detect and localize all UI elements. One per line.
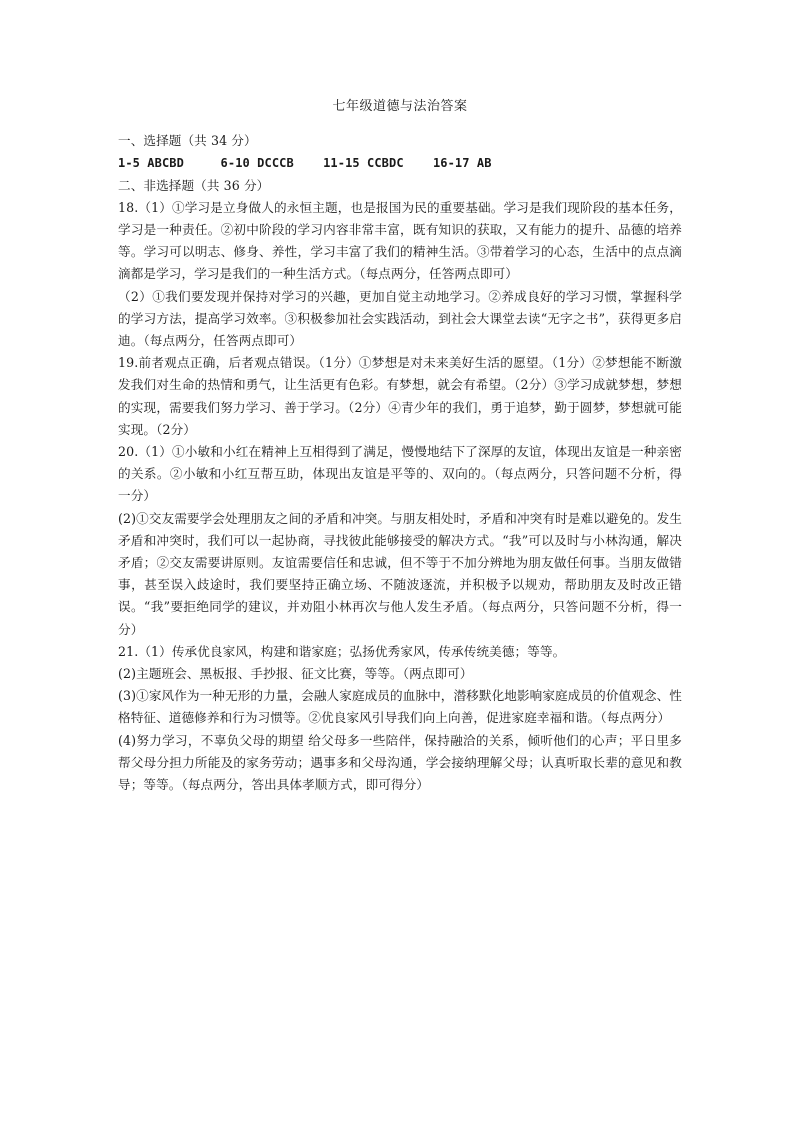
section-heading-multiple-choice: 一、选择题（共 34 分） <box>118 133 257 149</box>
answer-paragraph-21-2: (2)主题班会、黑板报、手抄报、征文比赛，等等。（两点即可） <box>118 666 473 682</box>
answer-paragraph-20-1: 20.（1）①小敏和小红在精神上互相得到了满足，慢慢地结下了深厚的友谊，体现出友谊是一种亲密的关系。②小敏和小红互帮互助，体现出友谊是平等的、双向的。（每点两分，只答问题不分析，得一分） <box>118 444 682 504</box>
answer-paragraph-18-2: （2）①我们要发现并保持对学习的兴趣，更加自觉主动地学习。②养成良好的学习习惯，掌握科学的学习方法，提高学习效率。③积极参加社会实践活动，到社会大课堂去读“无字之书”，获得更多启迪。（每点两分，任答两点即可） <box>118 288 682 349</box>
answer-paragraph-20-2: (2)①交友需要学会处理朋友之间的矛盾和冲突。与朋友相处时，矛盾和冲突有时是难以避免的。发生矛盾和冲突时，我们可以一起协商，寻找彼此能够接受的解决方式。“我”可以及时与小林沟通，解决矛盾；②交友需要讲原则。友谊需要信任和忠诚，但不等于不加分辨地为朋友做任何事。当朋友做错事，甚至误入歧途时，我们要坚持正确立场、不随波逐流，并积极予以规劝，帮助朋友及时改正错误。“我”要拒绝同学的建议，并劝阻小林再次与他人发生矛盾。（每点两分，只答问题不分析，得一分） <box>118 510 682 637</box>
answer-paragraph-21-3: (3)①家风作为一种无形的力量，会融人家庭成员的血脉中，潜移默化地影响家庭成员的价值观念、性格特征、道德修养和行为习惯等。②优良家风引导我们向上向善，促进家庭幸福和谐。（每点两分） <box>118 688 682 726</box>
section-heading-non-choice: 二、非选择题（共 36 分） <box>118 177 270 193</box>
answer-document <box>118 96 682 796</box>
answer-paragraph-19: 19.前者观点正确，后者观点错误。（1分）①梦想是对未来美好生活的愿望。（1分）②梦想能不断激发我们对生命的热情和勇气，让生活更有色彩。有梦想，就会有希望。（2分）③学习成就梦想，梦想的实现，需要我们努力学习、善于学习。（2分）④青少年的我们，勇于追梦，勤于圆梦，梦想就可能实现。（2分） <box>118 355 682 437</box>
answer-paragraph-21-1: 21.（1）传承优良家风，构建和谐家庭；弘扬优秀家风，传承传统美德；等等。 <box>118 643 566 659</box>
page-title: 七年级道德与法治答案 <box>332 99 468 114</box>
answer-paragraph-21-4: (4)努力学习，不辜负父母的期望 给父母多一些陪伴，保持融洽的关系，倾听他们的心声；平日里多帮父母分担力所能及的家务劳动；遇事多和父母沟通，学会接纳理解父母；认真听取长辈的意见和教导；等等。（每点两分，答出具体孝顺方式，即可得分） <box>118 732 682 793</box>
multiple-choice-answers: 1-5 ABCBD 6-10 DCCCB 11-15 CCBDC 16-17 AB <box>118 156 492 171</box>
answer-paragraph-18-1: 18.（1）①学习是立身做人的永恒主题，也是报国为民的重要基础。学习是我们现阶段的基本任务，学习是一种责任。②初中阶段的学习内容非常丰富，既有知识的获取，又有能力的提升、品德的培养等。学习可以明志、修身、养性，学习丰富了我们的精神生活。③带着学习的心态，生活中的点点滴滴都是学习，学习是我们的一种生活方式。（每点两分，任答两点即可） <box>118 199 682 282</box>
